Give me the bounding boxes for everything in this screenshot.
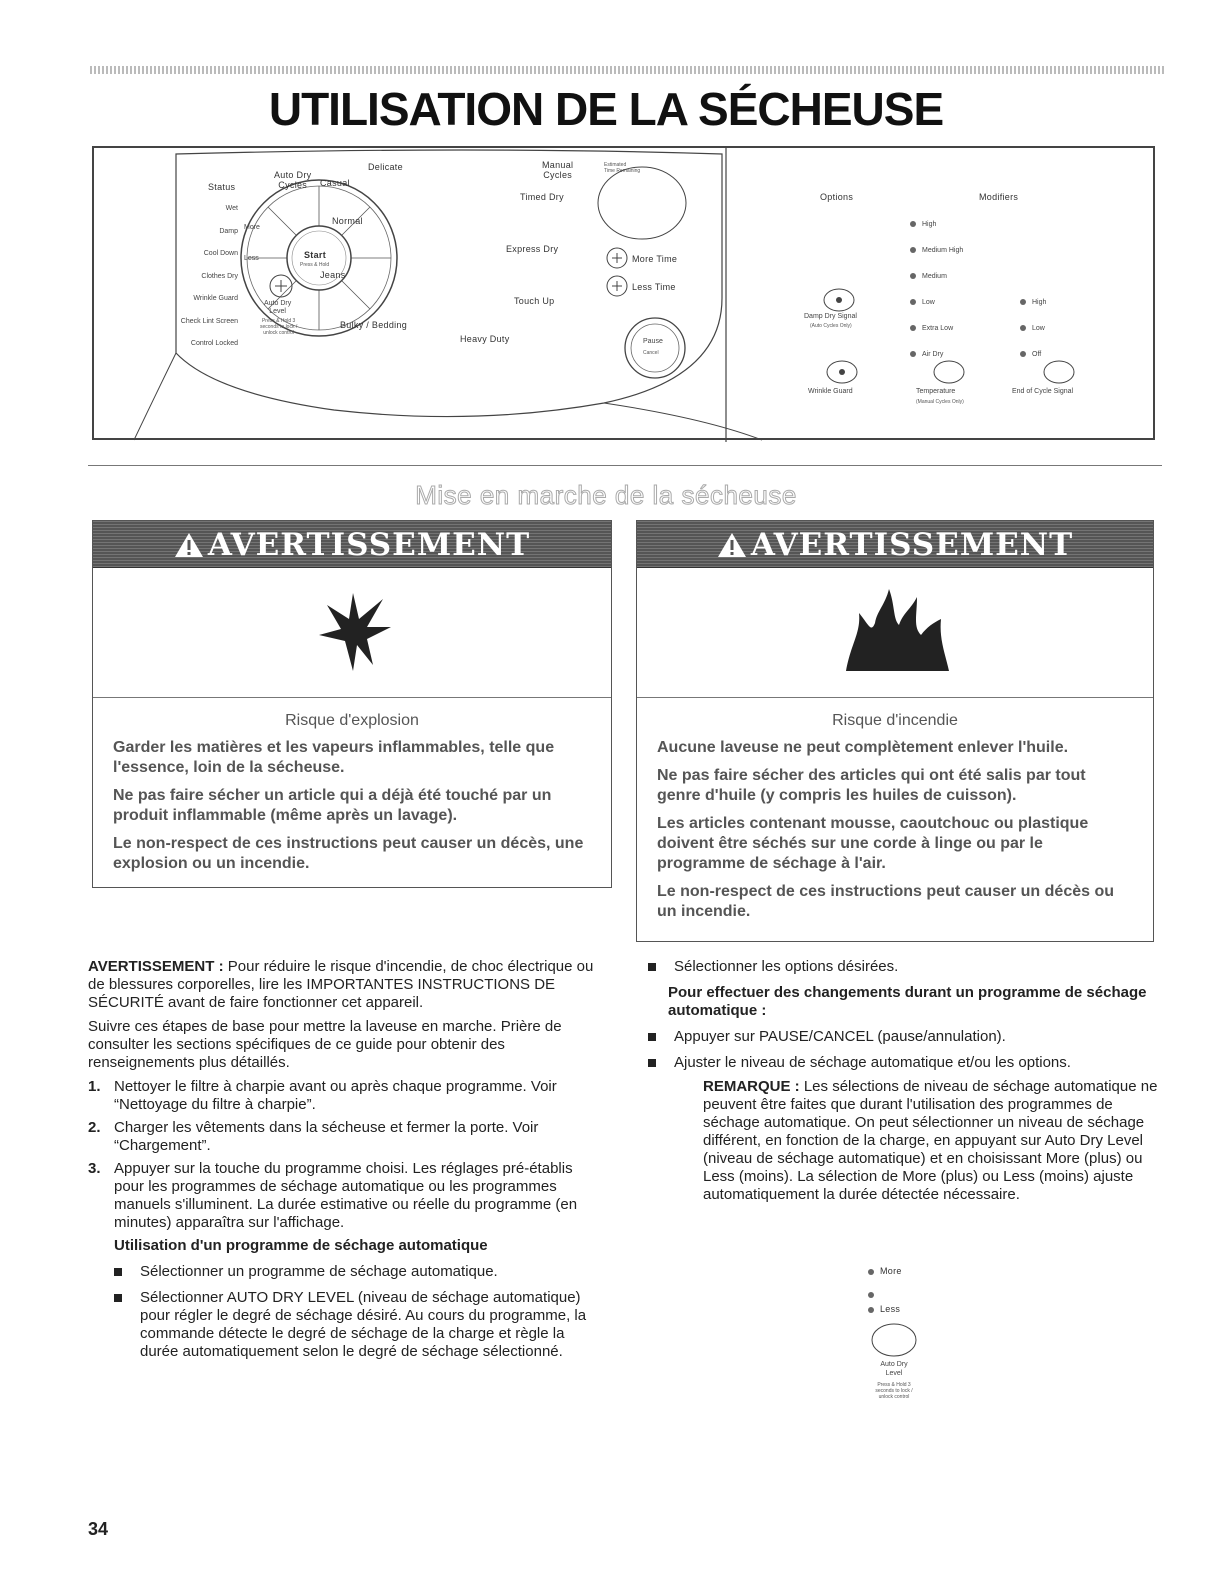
list-item: Sélectionner un programme de séchage automatique. [114, 1263, 598, 1281]
cycle-bulky-bedding: Bulky / Bedding [340, 320, 408, 330]
warning-triangle-icon [174, 531, 204, 558]
temp-level: High [910, 212, 963, 238]
signal-level-list [1020, 290, 1046, 368]
cycle-casual: Casual [320, 178, 350, 188]
warning-title: Risque d'incendie [832, 712, 958, 729]
modifiers-title: Modifiers [979, 192, 1019, 202]
cancel-label: Cancel [643, 350, 659, 356]
list-item: 2. Charger les vêtements dans la sécheuse et fermer la porte. Voir “Chargement”. [88, 1119, 539, 1154]
indicator-dot [868, 1292, 874, 1298]
status-control-locked: Control Locked [190, 340, 238, 347]
indicator-dot [910, 325, 916, 331]
list-item: Sélectionner les options désirées. [648, 958, 1158, 976]
warning-paragraph: Le non-respect de ces instructions peut causer un décès ou un incendie. [657, 883, 1115, 920]
auto-dry-level-label: Auto Dry Level [264, 300, 292, 315]
indicator-dot [910, 247, 916, 253]
indicator-dot [1020, 325, 1026, 331]
bullet-icon [648, 1059, 656, 1067]
steps-list [88, 1078, 598, 1232]
page-title: UTILISATION DE LA SÉCHEUSE [268, 83, 944, 135]
cycle-touch-up: Touch Up [514, 296, 555, 306]
temperature-label: Temperature [916, 388, 956, 395]
less-time-label: Less Time [632, 282, 676, 292]
status-wet: Wet [225, 205, 238, 212]
end-signal-label: End of Cycle Signal [1012, 388, 1074, 395]
damp-dry-signal-label: Damp Dry Signal [804, 313, 857, 320]
warning-paragraph: Les articles contenant mousse, caoutchouc ou plastique doivent être séchés sur une corde à linge ou par le programme de séchage à l'air. [657, 815, 1089, 872]
top-dotted-rule [90, 66, 1165, 74]
temp-level: Medium [910, 264, 963, 290]
signal-level: Off [1020, 342, 1046, 368]
auto-dry-hold-text: Press & Hold 3 seconds to lock / unlock control [875, 1382, 913, 1400]
signal-level: Low [1020, 316, 1046, 342]
warning-box-fire [636, 520, 1154, 942]
bullet-icon [114, 1294, 122, 1302]
bullet-icon [114, 1268, 122, 1276]
status-clothes-dry: Clothes Dry [201, 272, 238, 280]
indicator-dot [910, 221, 916, 227]
warning-paragraph: Ne pas faire sécher un article qui a déjà été touché par un produit inflammable (même après un lavage). [113, 787, 552, 824]
auto-dry-hold-note: Press & Hold 3 seconds to lock / unlock control [260, 318, 298, 336]
list-item: Sélectionner AUTO DRY LEVEL (niveau de séchage automatique) pour régler le degré de séchage désiré. Au cours du programme, la commande détecte le degré de séchage de la charge et règle la durée automatiquement selon le degré de séchage sélectionné. [114, 1289, 598, 1361]
indicator-dot [868, 1269, 874, 1275]
indicator-dot [1020, 299, 1026, 305]
temp-level: Medium High [910, 238, 963, 264]
more-time-label: More Time [632, 254, 678, 264]
status-cool-down: Cool Down [203, 250, 238, 257]
status-damp: Damp [219, 227, 238, 235]
temp-level: Low [910, 290, 963, 316]
indicator-dot [910, 351, 916, 357]
warning-box-explosion [92, 520, 612, 888]
remark: REMARQUE : Les sélections de niveau de séchage automatique ne peuvent être faites que durant l'utilisation des programmes de séchage automatique. On peut sélectionner un niveau de séchage différent, en fonction de la charge, en appuyant sur Auto Dry Level (niveau de séchage automatique) et en choisissant More (plus) ou Less (moins). La sélection de More (plus) ou Less (moins) ajuste automatiquement la durée détectée nécessaire. [703, 1078, 1158, 1203]
indicator-dot [910, 299, 916, 305]
list-item: Ajuster le niveau de séchage automatique et/ou les options. [648, 1054, 1158, 1072]
wrinkle-guard-label: Wrinkle Guard [808, 388, 853, 395]
cycle-express-dry: Express Dry [506, 244, 559, 254]
level-more: More [244, 224, 260, 231]
start-label: Start [304, 250, 327, 260]
auto-dry-level-figure: More Less Auto Dry Level Press & Hold 3 seconds to lock / unlock control [858, 1262, 938, 1422]
intro-text: Suivre ces étapes de base pour mettre la laveuse en marche. Prière de consulter les sections spécifiques de ce guide pour obtenir des renseignements plus détaillés. [88, 1018, 562, 1071]
auto-dry-subheading: Utilisation d'un programme de séchage automatique [114, 1237, 488, 1254]
warning-header: AVERTISSEMENT [93, 521, 611, 568]
warning-paragraph: Aucune laveuse ne peut complètement enlever l'huile. [657, 739, 1069, 756]
status-check-lint: Check Lint Screen [180, 317, 238, 325]
status-title: Status [208, 182, 236, 192]
list-item: 3. Appuyer sur la touche du programme choisi. Les réglages pré-établis pour les programmes de séchage automatique ou les programmes manuels s'illuminent. La durée estimative ou réelle du programme (en minutes) apparaîtra sur l'affichage. [88, 1160, 578, 1231]
status-wrinkle-guard: Wrinkle Guard [193, 295, 238, 302]
list-item: 1. Nettoyer le filtre à charpie avant ou après chaque programme. Voir “Nettoyage du filtre à charpie”. [88, 1078, 557, 1113]
warning-paragraph: Garder les matières et les vapeurs inflammables, telle que l'essence, loin de la sécheuse. [113, 739, 555, 776]
control-panel-figure [92, 146, 1155, 440]
list-item: Appuyer sur PAUSE/CANCEL (pause/annulation). [648, 1028, 1158, 1046]
temp-level: Air Dry [910, 342, 963, 368]
estimated-time-label: Estimated Time Remaining [604, 162, 641, 174]
safety-warning: AVERTISSEMENT : Pour réduire le risque d'incendie, de choc électrique ou de blessures corporelles, lire les IMPORTANTES INSTRUCTIONS DE SÉCURITÉ avant de faire fonctionner cet appareil. [88, 958, 594, 1011]
pause-label: Pause [643, 338, 663, 345]
temp-level: Extra Low [910, 316, 963, 342]
auto-dry-level-text: Auto Dry Level [880, 1361, 908, 1377]
cycle-delicate: Delicate [368, 162, 403, 172]
warning-title: Risque d'explosion [285, 712, 419, 729]
damp-dry-note: (Auto Cycles Only) [810, 323, 852, 329]
indicator-dot [868, 1307, 874, 1313]
status-list [174, 198, 238, 356]
bullet-icon [648, 1033, 656, 1041]
section-divider [88, 465, 1162, 466]
cycle-heavy-duty: Heavy Duty [460, 334, 510, 344]
right-column [648, 958, 1158, 1204]
auto-dry-cycles-label: Auto Dry Cycles [274, 170, 312, 190]
signal-level: High [1020, 290, 1046, 316]
level-less: Less [244, 255, 259, 262]
warning-triangle-icon [717, 531, 747, 558]
cycle-timed-dry: Timed Dry [520, 192, 564, 202]
indicator-dot [910, 273, 916, 279]
changes-heading: Pour effectuer des changements durant un programme de séchage automatique : [668, 984, 1147, 1019]
explosion-icon [313, 591, 393, 671]
cycle-normal: Normal [332, 216, 363, 226]
cycle-jeans: Jeans [320, 270, 346, 280]
temperature-note: (Manual Cycles Only) [916, 399, 964, 405]
section-title: Mise en marche de la sécheuse [415, 480, 797, 510]
temperature-level-list [910, 212, 963, 368]
warning-header: AVERTISSEMENT [637, 521, 1153, 568]
indicator-dot [1020, 351, 1026, 357]
page-number: 34 [88, 1519, 109, 1539]
auto-dry-button-icon [858, 1320, 938, 1360]
warning-paragraph: Ne pas faire sécher des articles qui ont été salis par tout genre d'huile (y compris les huiles de cuisson). [657, 767, 1086, 804]
bullet-icon [648, 963, 656, 971]
start-sublabel: Press & Hold [300, 262, 330, 268]
fire-icon [841, 583, 951, 673]
manual-cycles-label: Manual Cycles [542, 160, 574, 180]
options-title: Options [820, 192, 854, 202]
left-column [88, 958, 598, 1361]
warning-paragraph: Le non-respect de ces instructions peut causer un décès, une explosion ou un incendie. [113, 835, 584, 872]
